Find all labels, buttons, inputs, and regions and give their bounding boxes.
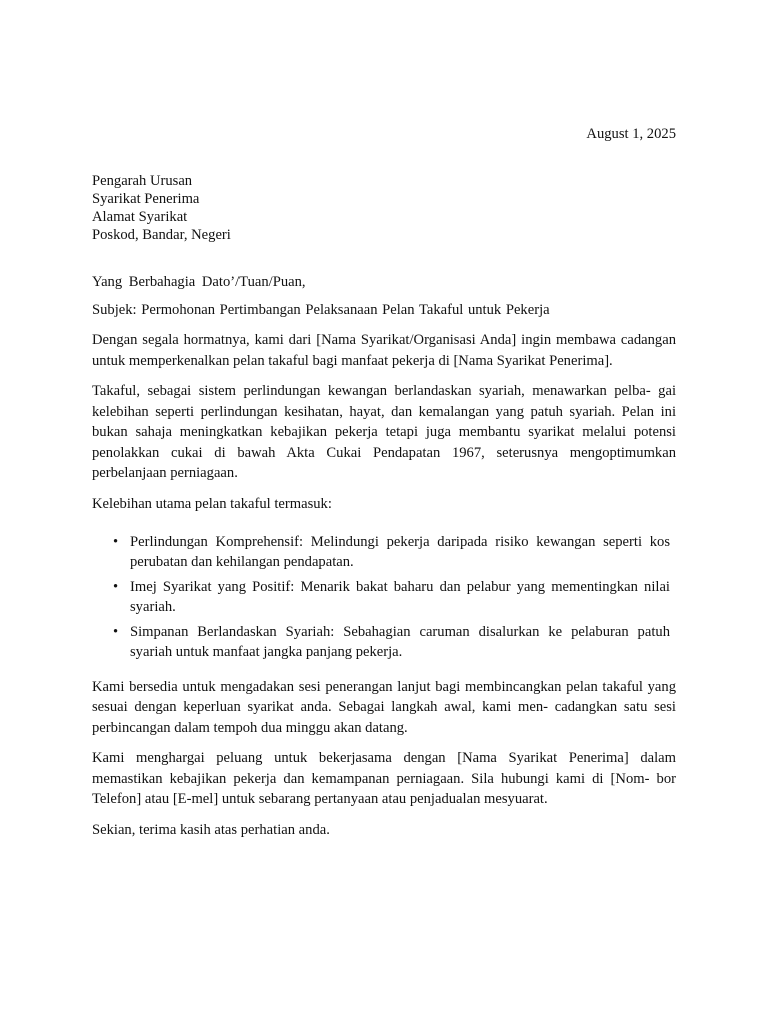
body-paragraph-intro: Dengan segala hormatnya, kami dari [Nama Syarikat/Organisasi Anda] ingin membawa cadangan untuk memperkenalkan pelan takaful bagi manfaat pekerja di [Nama Syarikat Penerima]. (92, 332, 676, 369)
recipient-title: Pengarah Urusan (92, 173, 193, 189)
subject-line: Subjek: Permohonan Pertimbangan Pelaksanaan Pelan Takaful untuk Pekerja (92, 302, 550, 318)
salutation: Yang Berbahagia Dato’/Tuan/Puan, (92, 274, 306, 290)
recipient-city: Poskod, Bandar, Negeri (92, 227, 231, 243)
benefit-text: Imej Syarikat yang Positif: Menarik bakat baharu dan pelabur yang mementingkan nilai syariah. (130, 578, 670, 615)
body-paragraph-session: Kami bersedia untuk mengadakan sesi penerangan lanjut bagi membincangkan pelan takaful yang sesuai dengan keperluan syarikat anda. Sebagai langkah awal, kami men- cadangkan satu sesi perbincangan dalam tempoh dua minggu akan datang. (92, 678, 676, 736)
benefit-text: Simpanan Berlandaskan Syariah: Sebahagian caruman disalurkan ke pelaburan patuh syariah untuk manfaat jangka panjang pekerja. (130, 623, 670, 660)
recipient-company: Syarikat Penerima (92, 191, 200, 207)
recipient-street: Alamat Syarikat (92, 209, 188, 225)
recipient-address (92, 172, 676, 244)
list-item (113, 532, 670, 573)
bullet-icon: • (113, 578, 119, 595)
bullet-icon: • (113, 533, 119, 550)
bullet-icon: • (113, 623, 119, 640)
letter-date: August 1, 2025 (586, 126, 676, 142)
benefit-text: Perlindungan Komprehensif: Melindungi pekerja daripada risiko kewangan seperti kos perubatan dan kehilangan pendapatan. (130, 533, 670, 570)
benefits-intro: Kelebihan utama pelan takaful termasuk: (92, 495, 332, 512)
list-item (113, 622, 670, 663)
body-paragraph-contact: Kami menghargai peluang untuk bekerjasama dengan [Nama Syarikat Penerima] dalam memastikan kebajikan pekerja dan kemampanan perniagaan. Sila hubungi kami di [Nom- bor Telefon] atau [E-mel] untuk sebarang pertanyaan atau penjadualan mesyuarat. (92, 750, 676, 807)
letter-page (92, 124, 676, 840)
closing-line: Sekian, terima kasih atas perhatian anda. (92, 821, 330, 838)
benefits-list (92, 532, 676, 663)
body-paragraph-takaful: Takaful, sebagai sistem perlindungan kewangan berlandaskan syariah, menawarkan pelba- gai kelebihan seperti perlindungan kesihatan, hayat, dan kemalangan yang patuh syariah. Pelan ini bukan sahaja meningkatkan kebajikan pekerja tetapi juga membantu syarikat melalui potensi penolakkan cukai di bawah Akta Cukai Pendapatan 1967, seterusnya mengoptimumkan perbelanjaan perniagaan. (92, 383, 676, 481)
list-item (113, 577, 670, 618)
